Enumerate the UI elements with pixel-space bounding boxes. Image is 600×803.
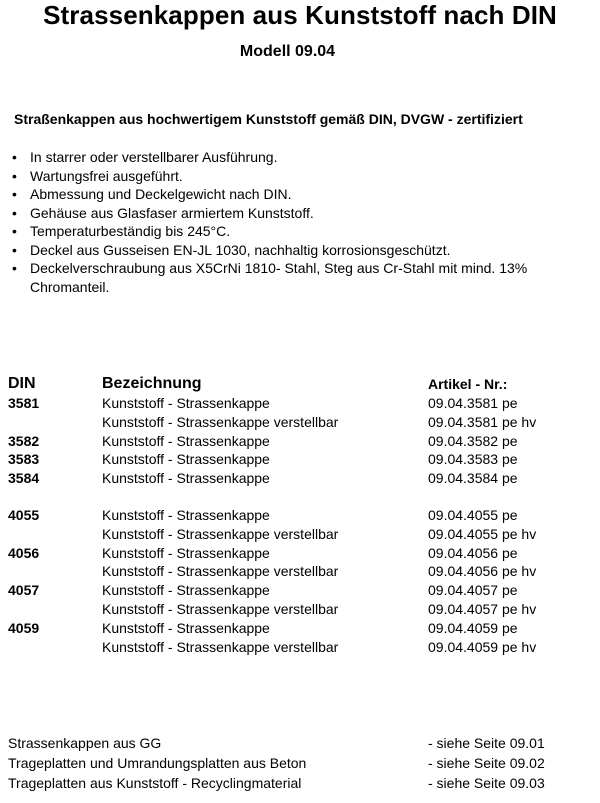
bezeichnung-cell: Kunststoff - Strassenkappe verstellbar <box>102 600 339 617</box>
page-title: Strassenkappen aus Kunststoff nach DIN <box>43 0 557 30</box>
section-subtitle: Straßenkappen aus hochwertigem Kunststoff gemäß DIN, DVGW - zertifiziert <box>14 111 523 127</box>
group-spacer <box>8 488 588 506</box>
reference-text: Trageplatten und Umrandungsplatten aus Beton <box>8 755 307 771</box>
bezeichnung-cell: Kunststoff - Strassenkappe verstellbar <box>102 563 339 580</box>
bezeichnung-cell: Kunststoff - Strassenkappe <box>102 451 270 468</box>
bezeichnung-cell: Kunststoff - Strassenkappe <box>102 470 270 487</box>
bezeichnung-cell: Kunststoff - Strassenkappe <box>102 395 270 411</box>
bezeichnung-cell: Kunststoff - Strassenkappe <box>102 432 270 449</box>
header-artikel: Artikel - Nr.: <box>428 376 508 392</box>
table-row <box>8 544 588 563</box>
reference-row <box>8 773 588 793</box>
artikel-cell: 09.04.4055 pe hv <box>428 525 537 542</box>
artikel-cell: 09.04.4055 pe <box>428 506 518 523</box>
artikel-cell: 09.04.4056 pe hv <box>428 563 537 580</box>
artikel-cell: 09.04.3582 pe <box>428 432 518 449</box>
artikel-cell: 09.04.3584 pe <box>428 470 518 487</box>
artikel-cell: 09.04.4059 pe <box>428 619 518 636</box>
table-row <box>8 432 588 451</box>
bezeichnung-cell: Kunststoff - Strassenkappe <box>102 506 270 523</box>
table-row <box>8 638 588 657</box>
din-cell: 4055 <box>8 506 40 523</box>
product-table <box>8 374 588 656</box>
bezeichnung-cell: Kunststoff - Strassenkappe <box>102 582 270 599</box>
reference-page: - siehe Seite 09.01 <box>428 735 545 751</box>
din-cell: 4057 <box>8 582 40 599</box>
table-row <box>8 525 588 544</box>
table-row <box>8 394 588 413</box>
header-bezeichnung: Bezeichnung <box>102 375 202 392</box>
din-cell: 3582 <box>8 432 40 449</box>
artikel-cell: 09.04.3581 pe <box>428 395 518 411</box>
feature-list <box>12 148 572 296</box>
table-row <box>8 600 588 619</box>
artikel-cell: 09.04.3583 pe <box>428 451 518 468</box>
artikel-cell: 09.04.3581 pe hv <box>428 413 537 430</box>
bezeichnung-cell: Kunststoff - Strassenkappe <box>102 544 270 561</box>
table-row <box>8 581 588 600</box>
artikel-cell: 09.04.4057 pe <box>428 582 518 599</box>
feature-item: • Wartungsfrei ausgeführt. <box>12 167 572 186</box>
artikel-cell: 09.04.4059 pe hv <box>428 638 537 655</box>
bezeichnung-cell: Kunststoff - Strassenkappe verstellbar <box>102 413 339 430</box>
table-row <box>8 413 588 432</box>
reference-page: - siehe Seite 09.03 <box>428 775 545 791</box>
bezeichnung-cell: Kunststoff - Strassenkappe verstellbar <box>102 638 339 655</box>
table-row <box>8 469 588 488</box>
feature-item: • Temperaturbeständig bis 245°C. <box>12 222 572 241</box>
table-row <box>8 562 588 581</box>
table-row <box>8 619 588 638</box>
table-row <box>8 450 588 469</box>
din-cell: 4059 <box>8 619 40 636</box>
reference-page: - siehe Seite 09.02 <box>428 755 545 771</box>
reference-text: Trageplatten aus Kunststoff - Recyclingmaterial <box>8 775 302 791</box>
din-cell: 3581 <box>8 395 40 411</box>
references <box>8 733 588 793</box>
header-din: DIN <box>8 375 36 392</box>
artikel-cell: 09.04.4056 pe <box>428 544 518 561</box>
feature-item: • Deckelverschraubung aus X5CrNi 1810- Stahl, Steg aus Cr-Stahl mit mind. 13% Chromanteil. <box>12 259 572 296</box>
din-cell: 3584 <box>8 470 40 487</box>
din-cell: 3583 <box>8 451 40 468</box>
model-number: Modell 09.04 <box>239 43 336 60</box>
reference-text: Strassenkappen aus GG <box>8 735 162 751</box>
feature-item: • In starrer oder verstellbarer Ausführung. <box>12 148 572 167</box>
table-header <box>8 374 588 394</box>
din-cell: 4056 <box>8 544 40 561</box>
feature-item: • Deckel aus Gusseisen EN-JL 1030, nachhaltig korrosionsgeschützt. <box>12 241 572 260</box>
feature-item: • Abmessung und Deckelgewicht nach DIN. <box>12 185 572 204</box>
feature-item: • Gehäuse aus Glasfaser armiertem Kunststoff. <box>12 204 572 223</box>
reference-row <box>8 733 588 753</box>
bezeichnung-cell: Kunststoff - Strassenkappe <box>102 619 270 636</box>
table-row <box>8 506 588 525</box>
reference-row <box>8 753 588 773</box>
table-body <box>8 394 588 656</box>
artikel-cell: 09.04.4057 pe hv <box>428 600 537 617</box>
bezeichnung-cell: Kunststoff - Strassenkappe verstellbar <box>102 525 339 542</box>
